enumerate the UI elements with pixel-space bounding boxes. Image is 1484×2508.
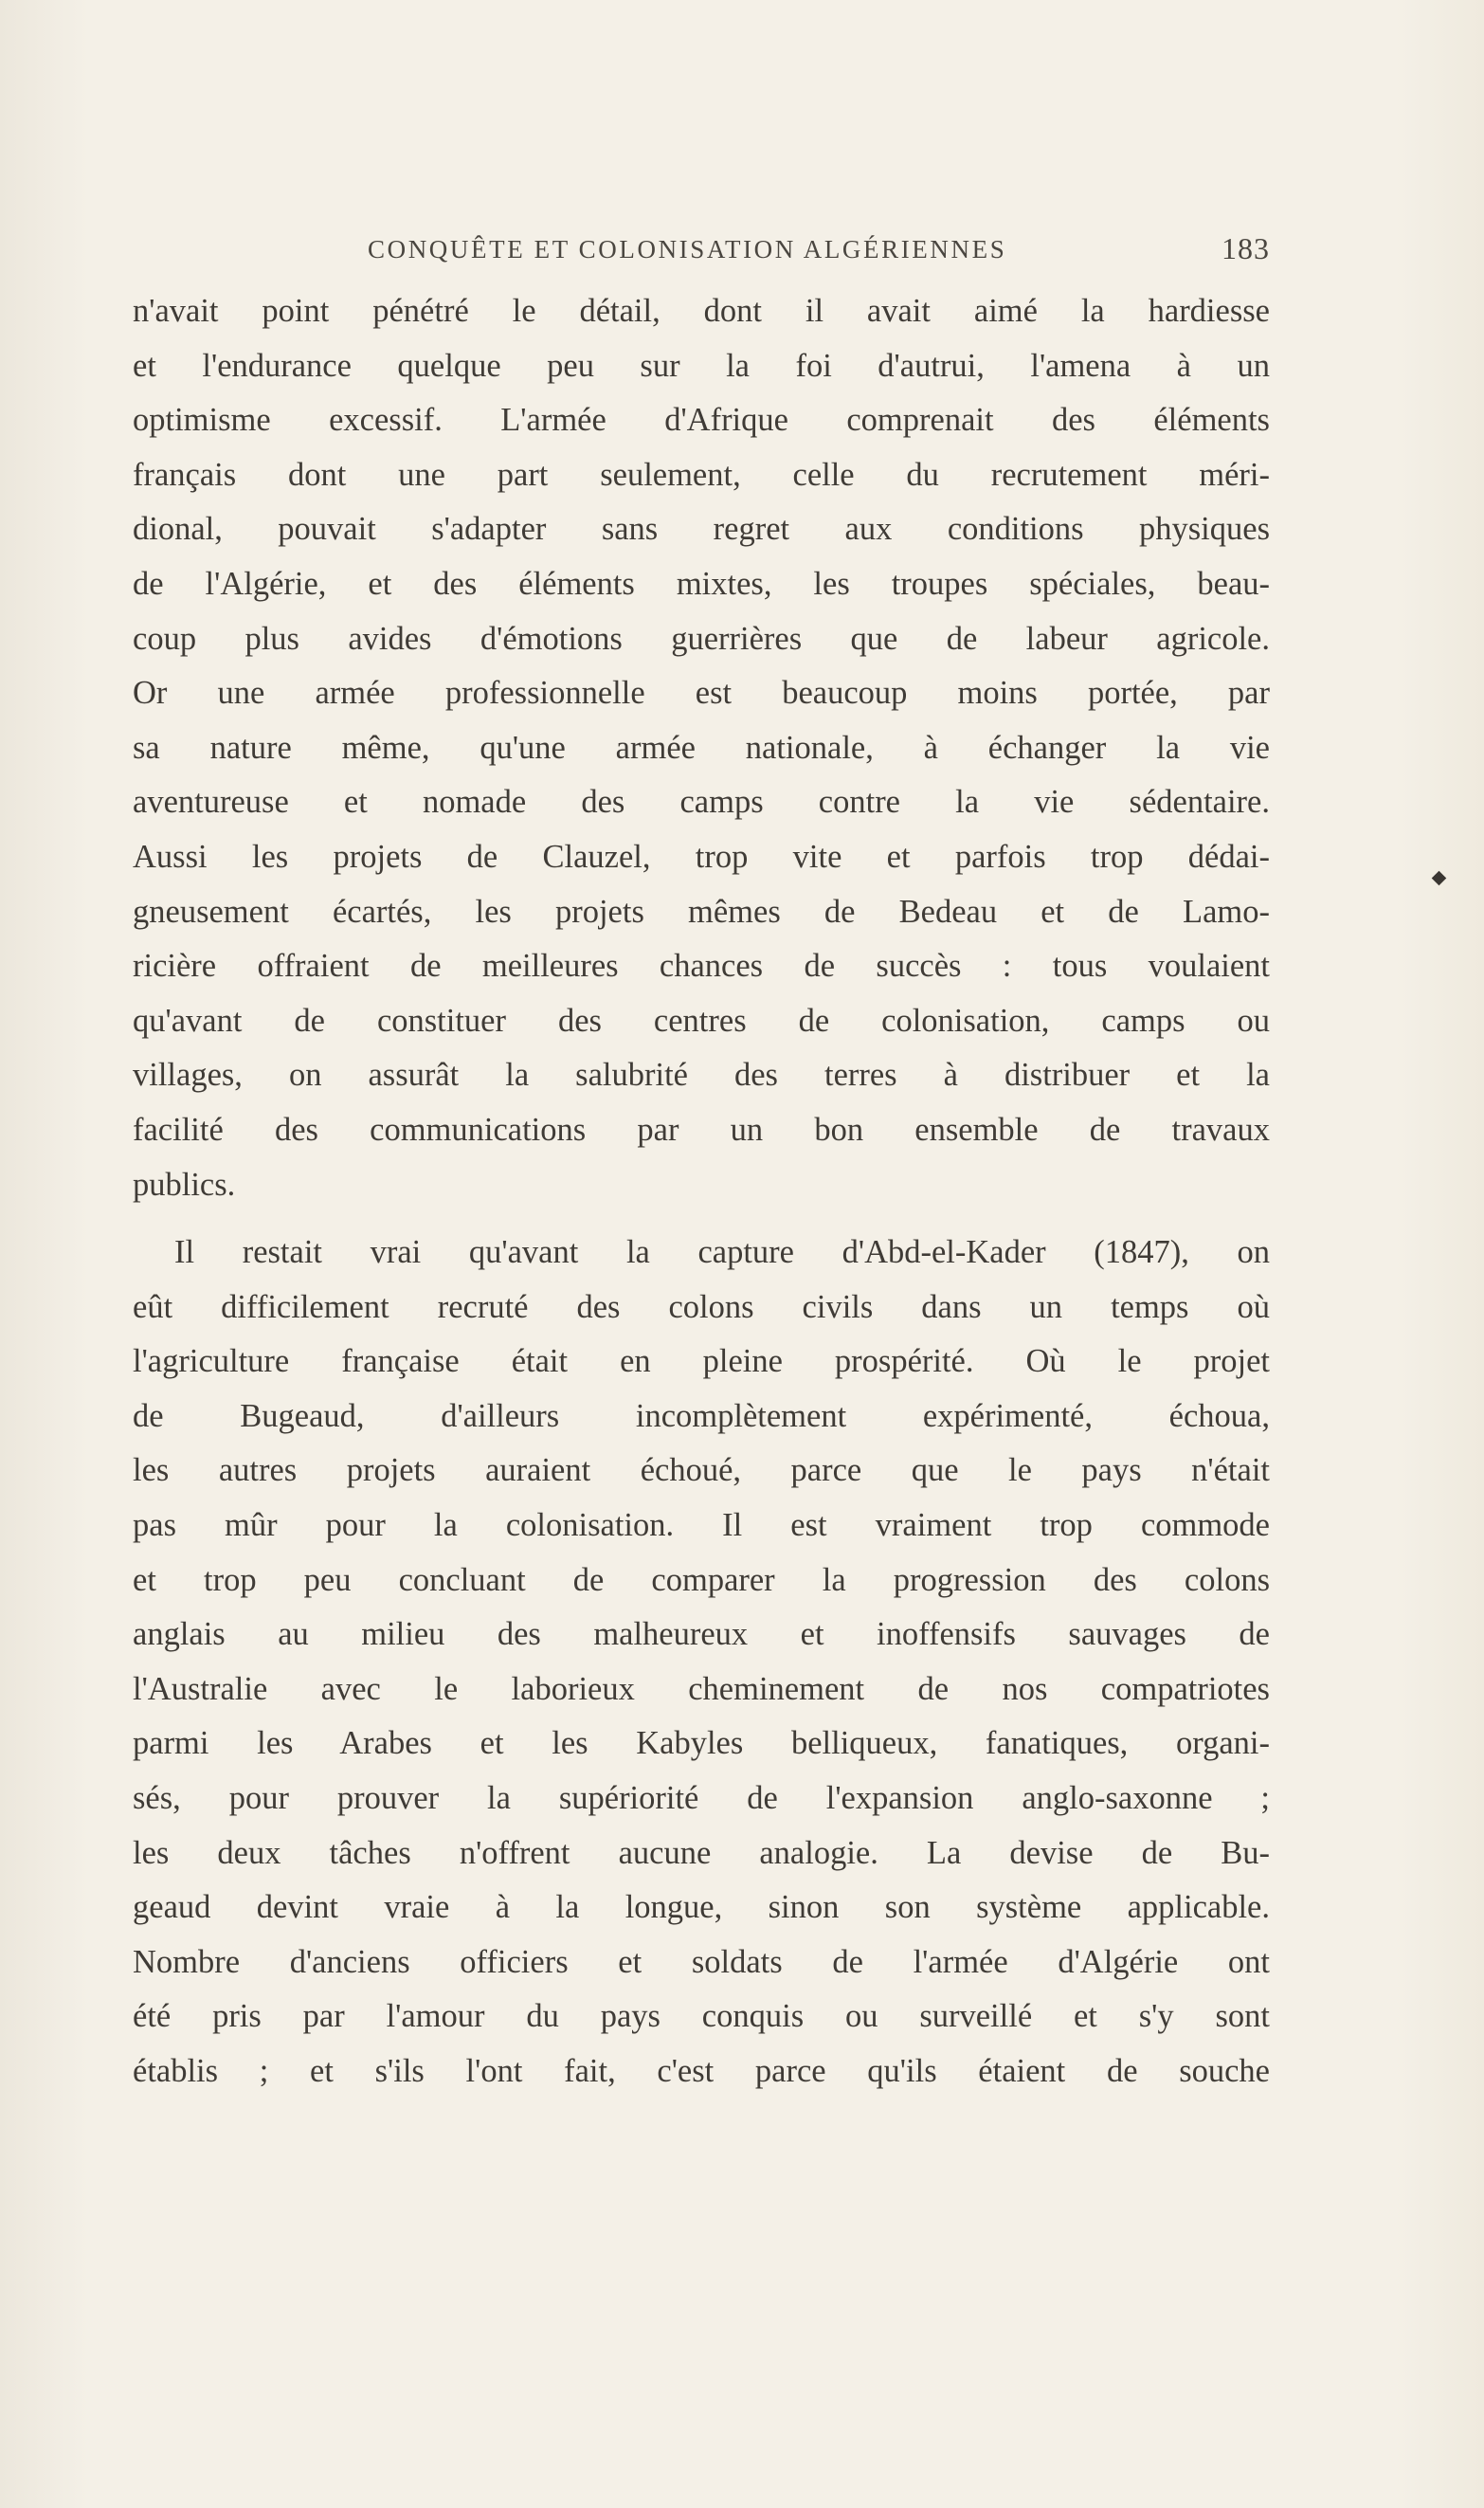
text-line: l'agriculture française était en pleine prospérité. Où le projet xyxy=(133,1343,1270,1380)
text-line: n'avait point pénétré le détail, dont il avait aimé la hardiesse xyxy=(133,293,1270,329)
text-line: et trop peu concluant de comparer la progression des colons xyxy=(133,1561,1270,1598)
margin-ink-mark xyxy=(1432,871,1447,886)
text-line: geaud devint vraie à la longue, sinon son système applicable. xyxy=(133,1889,1270,1926)
text-line: ricière offraient de meilleures chances de succès : tous voulaient xyxy=(133,948,1270,985)
text-line: les deux tâches n'offrent aucune analogie. La devise de Bu- xyxy=(133,1834,1270,1871)
text-line: Nombre d'anciens officiers et soldats de l'armée d'Algérie ont xyxy=(133,1943,1270,1980)
text-line: parmi les Arabes et les Kabyles belliqueux, fanatiques, organi- xyxy=(133,1725,1270,1762)
running-head-title: CONQUÊTE ET COLONISATION ALGÉRIENNES xyxy=(368,235,1007,264)
text-line: Or une armée professionnelle est beaucoup moins portée, par xyxy=(133,675,1270,712)
text-line: sa nature même, qu'une armée nationale, à échanger la vie xyxy=(133,729,1270,766)
text-line: optimisme excessif. L'armée d'Afrique comprenait des éléments xyxy=(133,402,1270,439)
text-line: et l'endurance quelque peu sur la foi d'autrui, l'amena à un xyxy=(133,347,1270,384)
text-line: aventureuse et nomade des camps contre la vie sédentaire. xyxy=(133,784,1270,821)
text-line: l'Australie avec le laborieux cheminement de nos compatriotes xyxy=(133,1670,1270,1707)
text-line: villages, on assurât la salubrité des terres à distribuer et la xyxy=(133,1057,1270,1094)
text-line: français dont une part seulement, celle du recrutement méri- xyxy=(133,456,1270,493)
running-head xyxy=(171,231,1270,273)
text-line: de l'Algérie, et des éléments mixtes, les troupes spéciales, beau- xyxy=(133,565,1270,602)
text-line: facilité des communications par un bon ensemble de travaux xyxy=(133,1111,1270,1148)
text-line: publics. xyxy=(133,1166,236,1203)
text-line: dional, pouvait s'adapter sans regret aux conditions physiques xyxy=(133,511,1270,548)
text-line: gneusement écartés, les projets mêmes de Bedeau et de Lamo- xyxy=(133,893,1270,930)
text-line: pas mûr pour la colonisation. Il est vraiment trop commode xyxy=(133,1507,1270,1544)
text-line: qu'avant de constituer des centres de colonisation, camps ou xyxy=(133,1002,1270,1039)
text-line: de Bugeaud, d'ailleurs incomplètement expérimenté, échoua, xyxy=(133,1397,1270,1434)
paragraph-1 xyxy=(133,284,1270,1212)
text-line: Il restait vrai qu'avant la capture d'Abd-el-Kader (1847), on xyxy=(174,1234,1270,1271)
text-line: établis ; et s'ils l'ont fait, c'est parce qu'ils étaient de souche xyxy=(133,2053,1270,2089)
paragraph-2 xyxy=(133,1226,1270,2099)
text-line: coup plus avides d'émotions guerrières que de labeur agricole. xyxy=(133,620,1270,657)
text-line: été pris par l'amour du pays conquis ou surveillé et s'y sont xyxy=(133,1998,1270,2035)
page-number: 183 xyxy=(1222,231,1270,265)
text-line: eût difficilement recruté des colons civils dans un temps où xyxy=(133,1288,1270,1325)
text-line: les autres projets auraient échoué, parce que le pays n'était xyxy=(133,1452,1270,1489)
body-text xyxy=(133,284,1270,2099)
text-line: anglais au milieu des malheureux et inoffensifs sauvages de xyxy=(133,1616,1270,1653)
text-line: Aussi les projets de Clauzel, trop vite et parfois trop dédai- xyxy=(133,838,1270,875)
text-line: sés, pour prouver la supériorité de l'expansion anglo-saxonne ; xyxy=(133,1780,1270,1817)
